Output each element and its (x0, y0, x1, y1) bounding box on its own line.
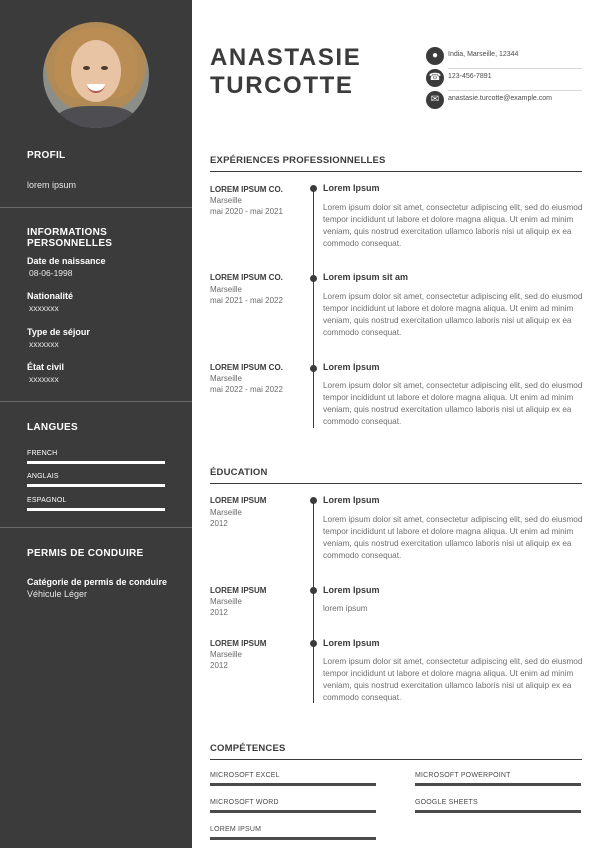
skill-name: MICROSOFT EXCEL (210, 772, 280, 779)
license-category-value: Véhicule Léger (27, 589, 88, 599)
skill-name: MICROSOFT WORD (210, 799, 279, 806)
avatar-photo (43, 22, 149, 128)
experience-heading: EXPÉRIENCES PROFESSIONNELLES (210, 155, 386, 166)
birthdate-label: Date de naissance (27, 256, 106, 266)
address-text: India, Marseille, 12344 (448, 51, 519, 58)
skills-heading: COMPÉTENCES (210, 743, 286, 754)
marital-status-label: État civil (27, 362, 65, 372)
last-name: TURCOTTE (210, 72, 354, 99)
timeline-dot (310, 275, 317, 282)
language-level-bar (27, 461, 165, 464)
section-rule (210, 171, 582, 172)
contact-address (426, 45, 582, 67)
education-city: Marseille (210, 508, 243, 517)
education-description: lorem ipsum (323, 604, 368, 613)
email-text[interactable]: anastasie.turcotte@example.com (448, 95, 552, 102)
education-year: 2012 (210, 608, 228, 617)
education-description: Lorem ipsum dolor sit amet, consectetur adipiscing elit, sed do eiusmod tempor incididunt ut labore et dolore magna aliqua. Ut enim ad minim veniam, quis nostrud exercitation ullamco laboris nisi ut aliquip ex ea commodo consequat. (323, 657, 583, 702)
section-rule (210, 483, 582, 484)
birthdate-value: 08-06-1998 (29, 268, 73, 278)
nationality-label: Nationalité (27, 291, 74, 301)
profil-text: lorem ipsum (27, 180, 77, 190)
education-degree: Lorem Ipsum (323, 495, 380, 505)
contact-phone (426, 67, 582, 89)
nationality-value: xxxxxxx (29, 303, 59, 313)
experience-role: Lorem ipsum sit am (323, 272, 409, 282)
skill-level-bar (210, 810, 376, 813)
education-heading: ÉDUCATION (210, 467, 268, 478)
education-school: LOREM IPSUM (210, 639, 267, 648)
residence-type-label: Type de séjour (27, 327, 90, 337)
skill-name: MICROSOFT POWERPOINT (415, 772, 511, 779)
skill-name: GOOGLE SHEETS (415, 799, 478, 806)
timeline-dot (310, 497, 317, 504)
languages-heading: LANGUES (27, 422, 78, 433)
education-school: LOREM IPSUM (210, 496, 267, 505)
timeline-dot (310, 640, 317, 647)
experience-dates: mai 2022 - mai 2022 (210, 385, 283, 394)
timeline-dot (310, 185, 317, 192)
experience-dates: mai 2020 - mai 2021 (210, 207, 283, 216)
experience-city: Marseille (210, 196, 243, 205)
education-city: Marseille (210, 597, 243, 606)
timeline-dot (310, 365, 317, 372)
experience-timeline (313, 188, 314, 428)
education-degree: Lorem Ipsum (323, 585, 380, 595)
language-name: FRENCH (27, 450, 58, 457)
experience-org: LOREM IPSUM CO. (210, 273, 283, 282)
contact-email (426, 89, 582, 111)
experience-dates: mai 2021 - mai 2022 (210, 296, 283, 305)
skill-level-bar (210, 837, 376, 840)
skill-level-bar (415, 810, 581, 813)
skill-level-bar (415, 783, 581, 786)
marital-status-value: xxxxxxx (29, 374, 59, 384)
language-name: ANGLAIS (27, 473, 59, 480)
education-timeline (313, 500, 314, 703)
experience-description: Lorem ipsum dolor sit amet, consectetur adipiscing elit, sed do eiusmod tempor incididunt ut labore et dolore magna aliqua. Ut enim ad minim veniam, quis nostrud exercitation ullamco laboris nisi ut aliquip ex ea commodo consequat. (323, 292, 583, 337)
license-category-label: Catégorie de permis de conduire (27, 577, 168, 587)
experience-description: Lorem ipsum dolor sit amet, consectetur adipiscing elit, sed do eiusmod tempor incididunt ut labore et dolore magna aliqua. Ut enim ad minim veniam, quis nostrud exercitation ullamco laboris nisi ut aliquip ex ea commodo consequat. (323, 381, 583, 426)
phone-text: 123-456-7891 (448, 73, 492, 80)
language-name: ESPAGNOL (27, 497, 67, 504)
sidebar (0, 0, 192, 848)
language-level-bar (27, 484, 165, 487)
experience-city: Marseille (210, 285, 243, 294)
divider (0, 401, 192, 402)
experience-role: Lorem Ipsum (323, 362, 380, 372)
language-level-bar (27, 508, 165, 511)
divider (0, 207, 192, 208)
education-school: LOREM IPSUM (210, 586, 267, 595)
skill-name: LOREM IPSUM (210, 826, 262, 833)
education-city: Marseille (210, 650, 243, 659)
phone-icon: ☎ (426, 69, 444, 87)
experience-description: Lorem ipsum dolor sit amet, consectetur adipiscing elit, sed do eiusmod tempor incididunt ut labore et dolore magna aliqua. Ut enim ad minim veniam, quis nostrud exercitation ullamco laboris nisi ut aliquip ex ea commodo consequat. (323, 203, 583, 248)
experience-city: Marseille (210, 374, 243, 383)
experience-org: LOREM IPSUM CO. (210, 185, 283, 194)
first-name: ANASTASIE (210, 44, 362, 71)
license-heading: PERMIS DE CONDUIRE (27, 548, 144, 559)
experience-org: LOREM IPSUM CO. (210, 363, 283, 372)
residence-type-value: xxxxxxx (29, 339, 59, 349)
skill-level-bar (210, 783, 376, 786)
experience-role: Lorem Ipsum (323, 183, 380, 193)
timeline-dot (310, 587, 317, 594)
location-pin-icon: ● (426, 47, 444, 65)
education-degree: Lorem Ipsum (323, 638, 380, 648)
section-rule (210, 759, 582, 760)
education-description: Lorem ipsum dolor sit amet, consectetur adipiscing elit, sed do eiusmod tempor incididunt ut labore et dolore magna aliqua. Ut enim ad minim veniam, quis nostrud exercitation ullamco laboris nisi ut aliquip ex ea commodo consequat. (323, 515, 583, 560)
email-icon: ✉ (426, 91, 444, 109)
divider (0, 527, 192, 528)
education-year: 2012 (210, 519, 228, 528)
personal-info-heading: INFORMATIONS PERSONNELLES (27, 227, 113, 249)
education-year: 2012 (210, 661, 228, 670)
profil-heading: PROFIL (27, 150, 66, 161)
